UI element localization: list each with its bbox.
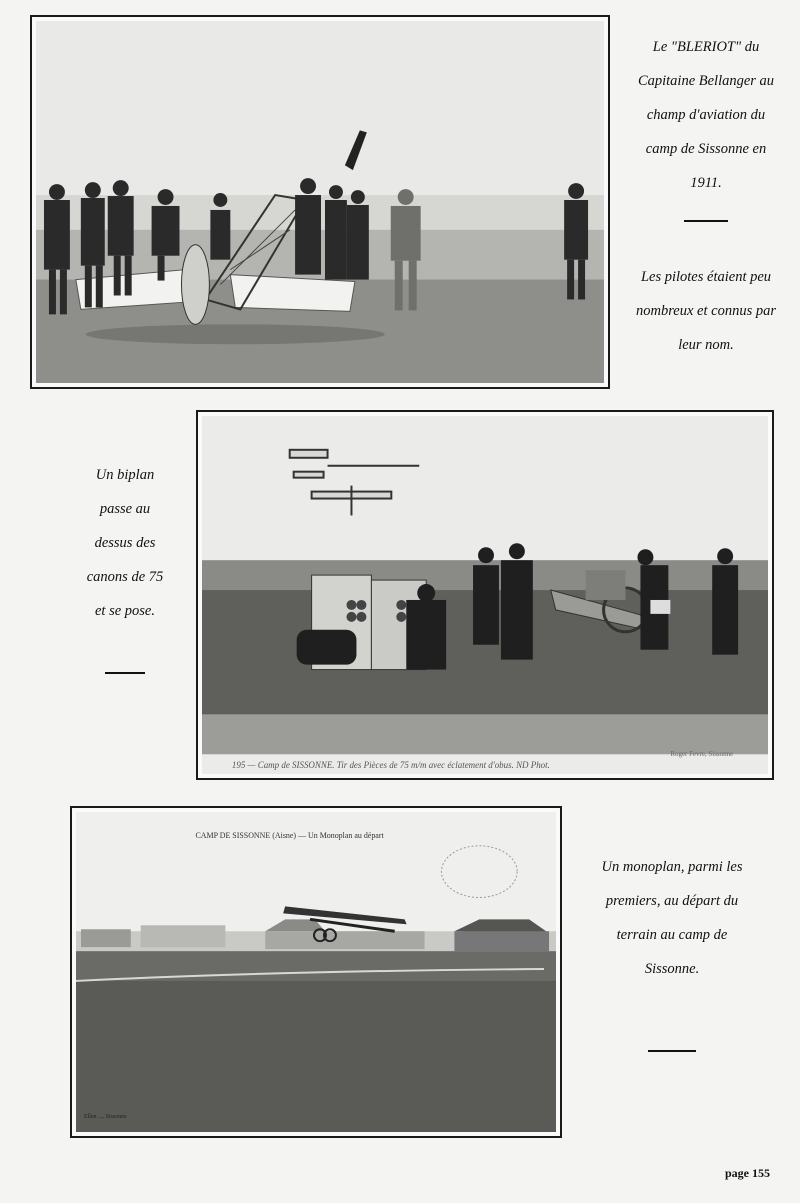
photo-monoplan — [70, 806, 562, 1138]
caption-line: canons de 75 — [86, 569, 164, 585]
caption-biplan — [50, 458, 200, 674]
spacer — [50, 628, 200, 672]
postcard-caption: 195 — Camp de SISSONNE. Tir des Pièces de 75 m/m avec éclatement d'obus. ND Phot. — [231, 760, 550, 771]
caption-line: dessus des — [94, 535, 156, 551]
caption-line: Un monoplan, parmi les — [601, 859, 743, 875]
caption-line: 1911. — [690, 175, 722, 191]
caption-line: camp de Sissonne en — [645, 141, 767, 157]
caption-line: et se pose. — [95, 603, 155, 619]
caption-monoplan — [578, 850, 766, 1052]
caption-line: premiers, au départ du — [605, 893, 739, 909]
bleriot-photo-image — [36, 21, 604, 383]
caption-line: Un biplan — [95, 467, 155, 483]
biplan-photo-image — [202, 416, 768, 774]
caption-divider — [105, 672, 145, 674]
photo-bleriot — [30, 15, 610, 389]
postcard-publisher: Roger Fevre, Sissonne — [670, 750, 734, 759]
caption-line: passe au — [99, 501, 151, 517]
caption-line: Le "BLERIOT" du — [652, 39, 760, 55]
caption-note-line: nombreux et connus par — [635, 303, 776, 319]
monoplan-photo-image — [76, 812, 556, 1132]
page-number: page 155 — [725, 1166, 770, 1180]
photo-biplan — [196, 410, 774, 780]
caption-note-line: Les pilotes étaient peu — [640, 269, 772, 285]
postcard-title: CAMP DE SISSONNE (Aisne) — Un Monoplan au départ — [195, 830, 384, 840]
caption-line: champ d'aviation du — [646, 107, 766, 123]
caption-line: Sissonne. — [644, 961, 700, 977]
spacer — [612, 200, 800, 220]
caption-divider — [648, 1050, 696, 1052]
caption-note-line: leur nom. — [678, 337, 734, 353]
caption-line: Capitaine Bellanger au — [637, 73, 775, 89]
caption-line: terrain au camp de — [616, 927, 728, 943]
spacer — [612, 222, 800, 260]
caption-bleriot — [612, 30, 800, 362]
spacer — [578, 986, 766, 1050]
postcard-publisher: Ellen ..., Sissonne — [83, 1114, 127, 1121]
